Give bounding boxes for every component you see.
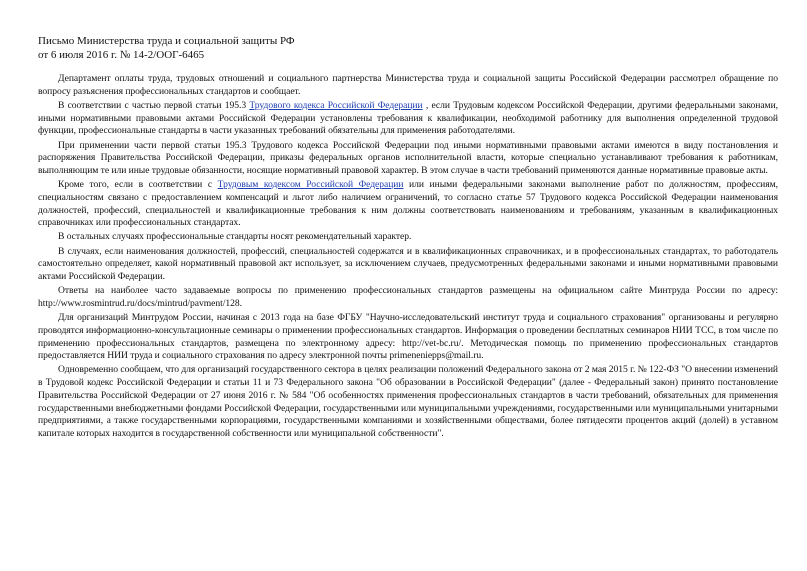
labor-code-link[interactable]: Трудовым кодексом Российской Федерации: [217, 179, 404, 191]
paragraph-article-195-3: [38, 100, 778, 138]
paragraph-public-sector: Одновременно сообщаем, что для организаций государственного сектора в целях реализации положений Федерального закона от 2 мая 2015 г. № 122-ФЗ "О внесении изменений в Трудовой кодекс Российской Федерации и статьи 11 и 73 Федерального закона "Об образовании в Российской Федерации" (далее - Федеральный закон) принято постановление Правительства Российской Федерации от 27 июня 2016 г. № 584 "Об особенностях применения профессиональных стандартов в части требований, обязательных для применения государственными внебюджетными фондами Российской Федерации, государственными или муниципальными учреждениями, государственными или муниципальными унитарными предприятиями, а также государственными корпорациями, государственными компаниями и хозяйственными обществами, более пятидесяти процентов акций (долей) в уставном капитале которых находится в государственной собственности или муниципальной собственности".: [38, 364, 778, 439]
document-page: [38, 34, 778, 442]
paragraph-faq-site: Ответы на наиболее часто задаваемые вопросы по применению профессиональных стандартов размещены на официальном сайте Минтруда России по адресу: http://www.rosmintrud.ru/docs/mintrud/pavment/128.: [38, 285, 778, 309]
paragraph-normative-acts: При применении части первой статьи 195.3 Трудового кодекса Российской Федерации под иными нормативными правовыми актами имеются в виду постановления и распоряжения Правительства Российской Федерации, приказы федеральных органов исполнительной власти, которые специально устанавливают требования к работникам, выполняющим те или иные трудовые обязанности, носящие нормативный правовой характер. В этом случае в части требований применяются данные нормативные правовые акты.: [38, 139, 778, 176]
paragraph-compensations: [38, 179, 778, 230]
paragraph-seminars: Для организаций Минтрудом России, начиная с 2013 года на базе ФГБУ "Научно-исследовательский институт труда и социального страхования" организованы и регулярно проводятся информационно-консультационные семинары о применении профессиональных стандартов. Информация о проведении бесплатных семинаров НИИ ТСС, в том числе по применению профессиональных стандартов, размещена по электронному адресу: http://vet-bc.ru/. Методическая помощь по применению профессиональных стандартов предоставляется НИИ труда и социального страхования по адресу электронной почты primeneniepps@mail.ru.: [38, 312, 778, 362]
labor-code-link[interactable]: Трудового кодекса Российской Федерации: [249, 99, 423, 111]
paragraph-intro: Департамент оплаты труда, трудовых отношений и социального партнерства Министерства труда и социальной защиты Российской Федерации рассмотрел обращение по вопросу разъяснения профессиональных стандартов и сообщает.: [38, 73, 778, 97]
paragraph-employer-choice: В случаях, если наименования должностей, профессий, специальностей содержатся и в квалификационных справочниках, и в профессиональных стандартах, то работодатель самостоятельно определяет, какой нормативный правовой акт использует, за исключением случаев, предусмотренных федеральными законами и иными нормативными правовыми актами Российской Федерации.: [38, 245, 778, 283]
paragraph-text: В соответствии с частью первой статьи 195.3: [58, 99, 250, 111]
document-title: Письмо Министерства труда и социальной защиты РФ: [38, 35, 295, 47]
paragraph-recommendatory: В остальных случаях профессиональные стандарты носят рекомендательный характер.: [58, 231, 412, 243]
document-header: [38, 34, 778, 62]
document-date-number: от 6 июля 2016 г. № 14-2/ООГ-6465: [38, 49, 205, 61]
paragraph-text: или иными федеральными законами выполнение работ по должностям, профессиям, специальностям связано с предоставлением компенсаций и льгот либо наличием ограничений, то согласно статье 57 Трудового кодекса Российской Федерации наименования должностей, профессий, специальностей и квалификационные требования к ним должны соответствовать наименованиям и требованиям, указанным в квалификационных справочниках или профессиональных стандартах.: [38, 179, 778, 229]
paragraph-text: Кроме того, если в соответствии с: [58, 179, 218, 191]
paragraph-text: , если Трудовым кодексом Российской Федерации, другими федеральными законами, иными нормативными правовыми актами Российской Федерации установлены требования к квалификации, необходимой работнику для выполнения определенной трудовой функции, профессиональные стандарты в части указанных требований обязательны для применения работодателями.: [38, 99, 778, 137]
